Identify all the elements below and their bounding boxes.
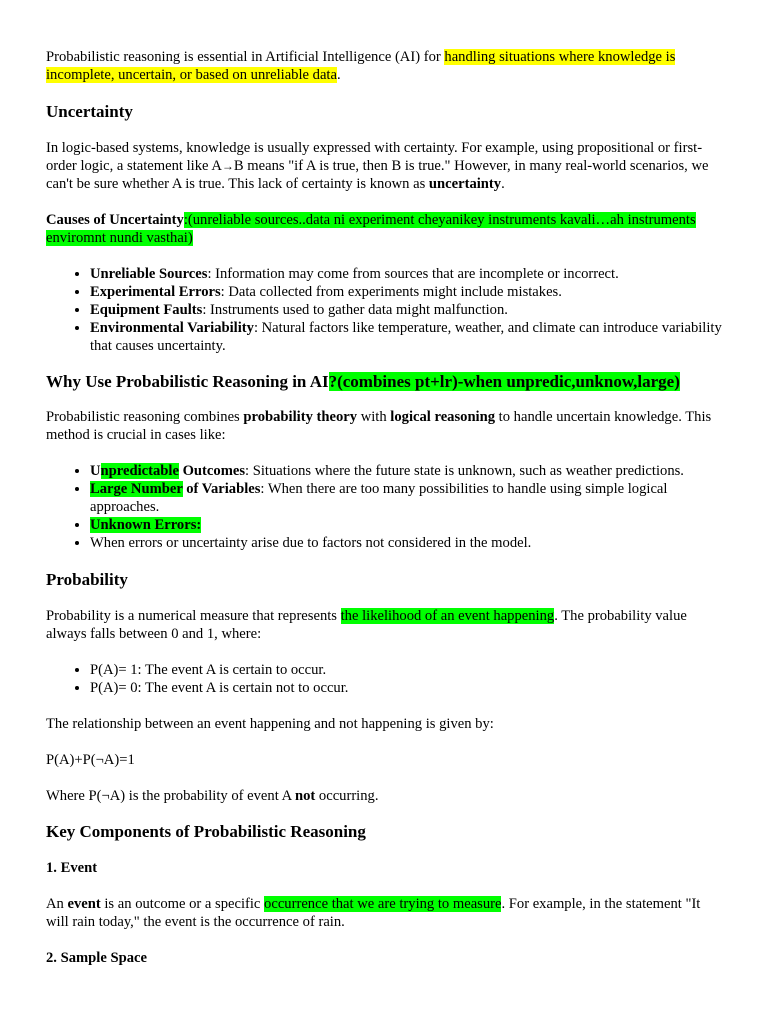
list-item-text: : Natural factors like temperature, weather, and climate can introduce variability that causes uncertainty. [90, 320, 722, 354]
uncertainty-text-2: B means "if A is true, then B is true." However, in many real-world scenarios, we can't be sure whether A is true. This lack of certainty is known as [46, 158, 709, 192]
list-item [90, 301, 722, 319]
where-bold: not [294, 788, 316, 804]
list-item [90, 265, 722, 283]
causes-paragraph [46, 211, 722, 247]
list-item-bold: Environmental Variability [90, 320, 254, 336]
where-text-1: Where P(¬A) is the probability of event A [46, 788, 295, 804]
list-item-text: : When there are too many possibilities to handle using simple logical approaches. [90, 481, 668, 515]
components-heading: Key Components of Probabilistic Reasoning [46, 822, 366, 841]
why-heading [46, 371, 722, 393]
where-text-2: occurring. [315, 788, 379, 804]
event-text-2: is an outcome or a specific [100, 896, 265, 912]
intro-text-end: . [336, 67, 341, 83]
list-item-text: : Situations where the future state is unknown, such as weather predictions. [245, 463, 684, 479]
list-item-text: : Data collected from experiments might include mistakes. [220, 284, 562, 300]
list-item [90, 283, 722, 301]
list-item [90, 480, 722, 516]
uncertainty-text-3: . [501, 176, 505, 192]
list-item-bold: Outcomes [178, 463, 246, 479]
formula-text: P(A)+P(¬A)=1 [46, 752, 135, 768]
causes-list [46, 265, 722, 355]
list-item-highlight: Unknown Errors: [90, 517, 202, 533]
why-heading-text: Why Use Probabilistic Reasoning in AI [46, 372, 329, 391]
why-list [46, 462, 722, 552]
probability-list [46, 661, 722, 697]
probability-text-1: Probability is a numerical measure that represents [46, 608, 341, 624]
probability-text-2: . The probability value always falls between 0 and 1, where: [46, 608, 687, 642]
uncertainty-bold: uncertainty [428, 176, 502, 192]
list-item [90, 319, 722, 355]
list-item [90, 516, 722, 534]
why-bold-2: logical reasoning [390, 409, 496, 425]
list-item-bold: Equipment Faults [90, 302, 203, 318]
why-text-3: to handle uncertain knowledge. This method is crucial in cases like: [46, 409, 712, 443]
uncertainty-heading: Uncertainty [46, 102, 133, 121]
list-item [90, 462, 722, 480]
list-item-bold: of Variables [182, 481, 261, 497]
why-bold-1: probability theory [243, 409, 358, 425]
list-item-bold: Unreliable Sources [90, 266, 208, 282]
where-paragraph [46, 787, 722, 805]
list-item-highlight: Large Number [90, 481, 183, 497]
intro-paragraph [46, 48, 722, 84]
list-item: • P(A)= 1: The event A is certain to occur. [90, 661, 722, 679]
probability-heading: Probability [46, 570, 128, 589]
sample-space-heading: 2. Sample Space [46, 950, 147, 966]
arrow-symbol: → [221, 159, 234, 173]
probability-paragraph [46, 607, 722, 643]
uncertainty-text-1: In logic-based systems, knowledge is usually expressed with certainty. For example, using propositional or first-order logic, a statement like A [46, 140, 703, 174]
list-item-text: When errors or uncertainty arise due to factors not considered in the model. [90, 535, 532, 551]
causes-label: Causes of Uncertainty [46, 212, 184, 228]
why-text-2: with [357, 409, 391, 425]
why-text-1: Probabilistic reasoning combines [46, 409, 244, 425]
event-heading: 1. Event [46, 860, 98, 876]
event-highlight: occurrence that we are trying to measure [264, 896, 502, 912]
event-paragraph [46, 895, 722, 931]
list-item-text: : Instruments used to gather data might malfunction. [202, 302, 508, 318]
uncertainty-paragraph [46, 139, 722, 193]
list-item-bold: U [90, 463, 101, 479]
intro-text: Probabilistic reasoning is essential in Artificial Intelligence (AI) for [46, 49, 445, 65]
event-text-1: An [46, 896, 68, 912]
event-bold: event [67, 896, 101, 912]
list-item-text: : Information may come from sources that are incomplete or incorrect. [207, 266, 619, 282]
list-item: • P(A)= 0: The event A is certain not to occur. [90, 679, 722, 697]
list-item-highlight: npredictable [100, 463, 179, 479]
event-text-3: . For example, in the statement "It will rain today," the event is the occurrence of rain. [46, 896, 701, 930]
probability-highlight: the likelihood of an event happening [340, 608, 555, 624]
causes-note-highlight: :(unreliable sources..data ni experiment cheyanikey instruments kavali…ah instruments enviromnt nundi vasthai) [46, 212, 696, 246]
why-heading-note: ?(combines pt+lr)-when unpredic,unknow,large) [328, 372, 680, 391]
list-item-bold: Experimental Errors [90, 284, 221, 300]
relationship-text: The relationship between an event happening and not happening is given by: [46, 716, 494, 732]
why-paragraph [46, 408, 722, 444]
list-item [90, 534, 722, 552]
intro-highlight: handling situations where knowledge is incomplete, uncertain, or based on unreliable data [46, 49, 676, 83]
